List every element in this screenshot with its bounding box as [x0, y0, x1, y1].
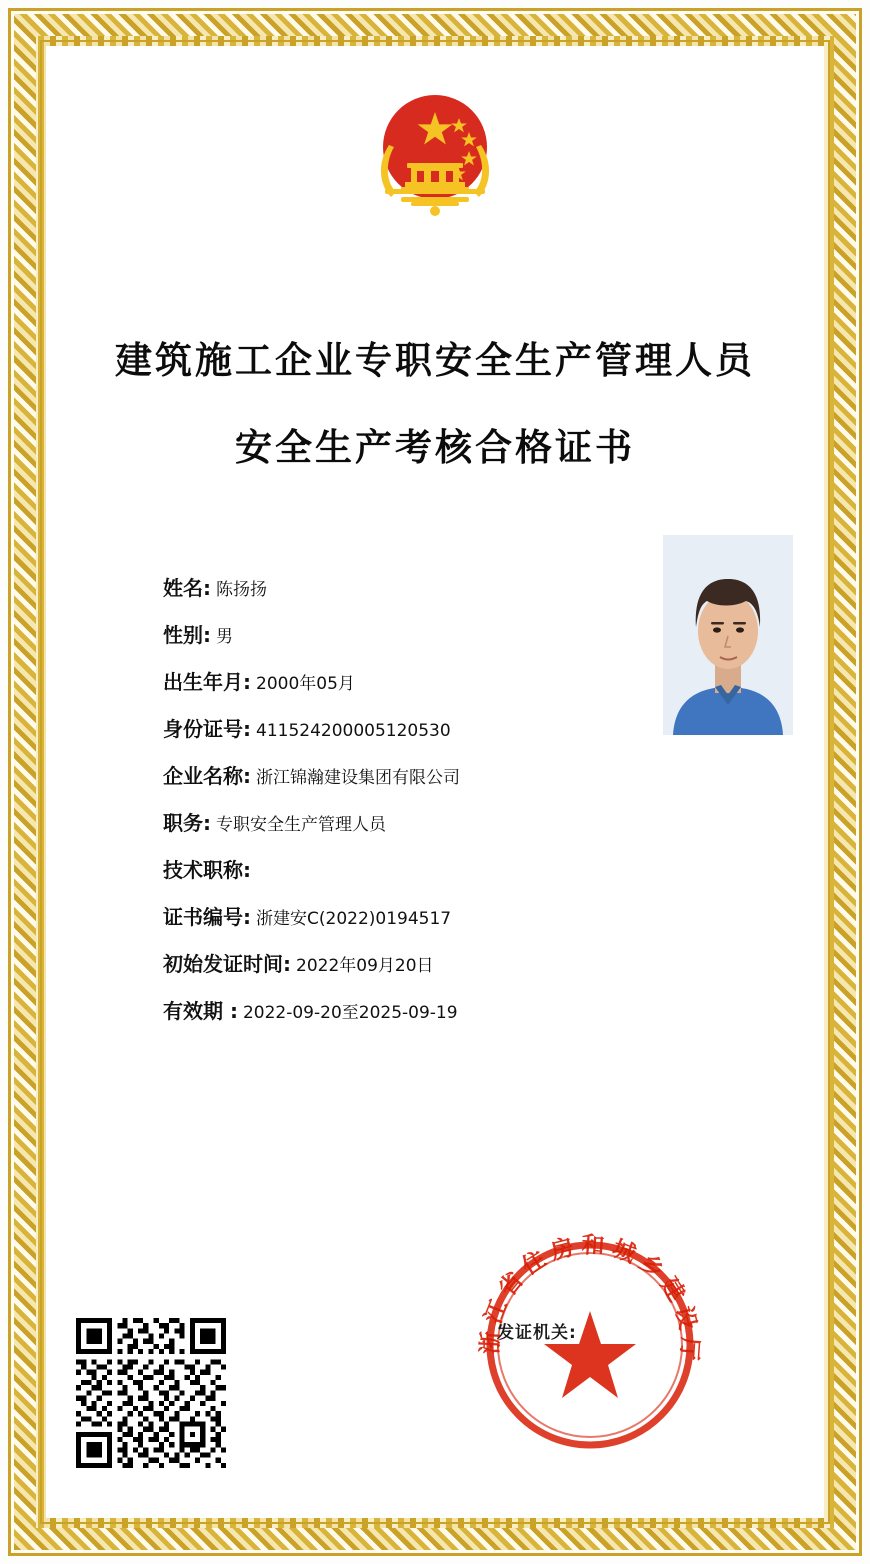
field-value: 2000年05月 [256, 674, 355, 694]
field-label: 姓名: [163, 576, 211, 600]
field-row-gender [163, 619, 633, 666]
field-label: 技术职称: [163, 858, 251, 882]
field-label: 职务: [163, 811, 211, 835]
title-block [0, 330, 870, 471]
field-value: 411524200005120530 [256, 721, 451, 741]
field-value: 2022-09-20至2025-09-19 [242, 1003, 458, 1023]
field-value: 男 [216, 627, 233, 647]
field-value: 浙建安C(2022)0194517 [256, 909, 452, 929]
page-title-line1: 建筑施工企业专职安全生产管理人员 [115, 339, 755, 382]
qr-code[interactable] [76, 1318, 226, 1468]
field-row-validity-period [163, 995, 633, 1042]
field-value: 陈扬扬 [216, 580, 267, 600]
field-label: 证书编号: [163, 905, 251, 929]
official-seal [470, 1225, 710, 1465]
field-label: 出生年月: [163, 670, 251, 694]
holder-photo [663, 535, 793, 735]
field-label: 企业名称: [163, 764, 251, 788]
field-row-position [163, 807, 633, 854]
field-value: 2022年09月20日 [296, 956, 434, 976]
field-row-birth-date [163, 666, 633, 713]
field-row-company [163, 760, 633, 807]
page-title-line2: 安全生产考核合格证书 [235, 426, 635, 469]
field-label: 性别: [163, 623, 211, 647]
field-label: 身份证号: [163, 717, 251, 741]
field-value: 专职安全生产管理人员 [216, 815, 386, 835]
field-row-id-number [163, 713, 633, 760]
svg-text:浙江省住房和城乡建设厅: 浙江省住房和城乡建设厅 [477, 1232, 703, 1368]
issuer-label: 发证机关: [497, 1323, 577, 1343]
field-value: 浙江锦瀚建设集团有限公司 [256, 768, 460, 788]
certificate-fields [163, 572, 633, 1042]
national-emblem-icon [355, 85, 515, 245]
field-row-name [163, 572, 633, 619]
field-row-certificate-number [163, 901, 633, 948]
field-label: 有效期 : [163, 999, 238, 1023]
field-label: 初始发证时间: [163, 952, 291, 976]
field-row-issue-date [163, 948, 633, 995]
field-row-technical-title [163, 854, 633, 901]
